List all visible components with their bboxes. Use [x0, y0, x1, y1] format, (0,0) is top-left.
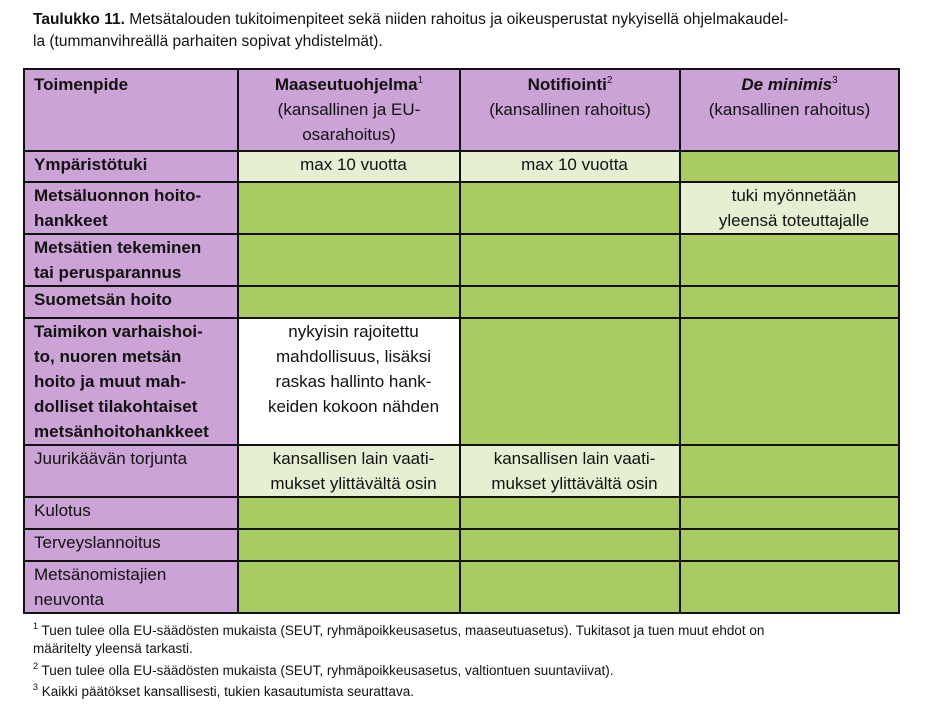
footnote-1-text: Tuen tulee olla EU-säädösten mukaista (SEUT, ryhmäpoikkeusasetus, maaseutuasetus). Tukitasot ja tuen muut ehdot on: [38, 623, 765, 638]
cell-metsaluonnon-notifiointi: [460, 182, 680, 234]
header-de-minimis: [680, 69, 899, 151]
footnote-ref-3: 3: [832, 75, 838, 86]
support-measures-table: [23, 68, 900, 614]
row-label-line: Taimikon varhaishoi-: [34, 322, 203, 341]
header-row: [24, 69, 899, 151]
footnote-3-text: Kaikki päätökset kansallisesti, tukien kasautumista seurattava.: [38, 684, 414, 699]
cell-line: yleensä toteuttajalle: [718, 211, 870, 230]
row-label-taimikon-varhaishoito: [24, 318, 238, 445]
row-label-terveyslannoitus: Terveyslannoitus: [24, 529, 238, 561]
cell-ymparistotuki-maaseutuohjelma: max 10 vuotta: [238, 151, 460, 182]
row-label-ymparistotuki: Ympäristötuki: [24, 151, 238, 182]
row-label-juurikaavan-torjunta: Juurikäävän torjunta: [24, 445, 238, 497]
caption-text: Metsätalouden tukitoimenpiteet sekä niiden rahoitus ja oikeusperustat nykyisellä ohjelmakaudel-: [124, 11, 789, 28]
cell-line: mukset ylittävältä osin: [270, 474, 437, 493]
footnote-2: [33, 662, 913, 680]
cell-metsaluonnon-maaseutuohjelma: [238, 182, 460, 234]
header-notifiointi-title: Notifiointi: [527, 75, 607, 94]
cell-juurikaavan-de-minimis: [680, 445, 899, 497]
footnote-1-text-2: määritelty yleensä tarkasti.: [33, 641, 193, 656]
cell-taimikon-notifiointi: [460, 318, 680, 445]
row-label-kulotus: Kulotus: [24, 497, 238, 529]
row-label-line: hankkeet: [34, 211, 108, 230]
table-row: [24, 151, 899, 182]
cell-juurikaavan-notifiointi: [460, 445, 680, 497]
footnote-3-number: 3: [33, 682, 39, 692]
table-row: [24, 561, 899, 613]
table-row: [24, 182, 899, 234]
cell-suometsan-de-minimis: [680, 286, 899, 318]
cell-line: tuki myönnetään: [731, 186, 857, 205]
row-label-line: metsänhoitohankkeet: [34, 422, 209, 441]
footnote-ref-2: 2: [606, 75, 613, 86]
cell-terveys-notifiointi: [460, 529, 680, 561]
cell-terveys-maaseutuohjelma: [238, 529, 460, 561]
row-label-line: hoito ja muut mah-: [34, 372, 187, 391]
cell-line: raskas hallinto hank-: [275, 372, 432, 391]
cell-metsaluonnon-de-minimis: [680, 182, 899, 234]
cell-kulotus-de-minimis: [680, 497, 899, 529]
caption-text-2: la (tummanvihreällä parhaiten sopivat yhdistelmät).: [33, 33, 383, 50]
cell-line: kansallisen lain vaati-: [272, 449, 435, 468]
cell-line: mukset ylittävältä osin: [491, 474, 658, 493]
cell-terveys-de-minimis: [680, 529, 899, 561]
cell-metsatien-notifiointi: [460, 234, 680, 286]
table-row: [24, 445, 899, 497]
header-toimenpide: Toimenpide: [24, 69, 238, 151]
row-label-line: dolliset tilakohtaiset: [34, 397, 198, 416]
header-maaseutuohjelma-sub2: osarahoitus): [302, 125, 396, 144]
cell-suometsan-maaseutuohjelma: [238, 286, 460, 318]
footnote-3: [33, 683, 913, 701]
row-label-metsatien-tekeminen: [24, 234, 238, 286]
footnote-2-number: 2: [33, 661, 39, 671]
header-maaseutuohjelma: [238, 69, 460, 151]
table-row: [24, 529, 899, 561]
caption-label: Taulukko 11.: [33, 11, 125, 28]
cell-line: kansallisen lain vaati-: [493, 449, 656, 468]
cell-neuvonta-de-minimis: [680, 561, 899, 613]
row-label-line: tai perusparannus: [34, 263, 182, 282]
row-label-line: Metsätien tekeminen: [34, 238, 202, 257]
row-label-metsanomistajien-neuvonta: [24, 561, 238, 613]
row-label-suometsan-hoito: Suometsän hoito: [24, 286, 238, 318]
header-maaseutuohjelma-title: Maaseutuohjelma: [274, 75, 418, 94]
table-row: [24, 234, 899, 286]
cell-line: keiden kokoon nähden: [267, 397, 440, 416]
cell-metsatien-de-minimis: [680, 234, 899, 286]
row-label-line: Metsäluonnon hoito-: [34, 186, 202, 205]
cell-taimikon-maaseutuohjelma: [238, 318, 460, 445]
cell-line: nykyisin rajoitettu: [288, 322, 419, 341]
cell-neuvonta-maaseutuohjelma: [238, 561, 460, 613]
table-row: [24, 318, 899, 445]
table-row: [24, 497, 899, 529]
cell-neuvonta-notifiointi: [460, 561, 680, 613]
footnote-2-text: Tuen tulee olla EU-säädösten mukaista (SEUT, ryhmäpoikkeusasetus, valtiontuen suuntaviivat).: [38, 663, 614, 678]
cell-juurikaavan-maaseutuohjelma: [238, 445, 460, 497]
table-caption: [33, 9, 913, 53]
cell-ymparistotuki-notifiointi: max 10 vuotta: [460, 151, 680, 182]
table-row: [24, 286, 899, 318]
cell-suometsan-notifiointi: [460, 286, 680, 318]
footnote-ref-1: 1: [417, 75, 424, 86]
cell-line: mahdollisuus, lisäksi: [276, 347, 431, 366]
header-notifiointi: [460, 69, 680, 151]
header-de-minimis-title: De minimis: [741, 75, 833, 94]
header-maaseutuohjelma-sub1: (kansallinen ja EU-: [277, 100, 421, 119]
header-notifiointi-sub: (kansallinen rahoitus): [489, 100, 651, 119]
footnote-1-number: 1: [33, 621, 39, 631]
cell-ymparistotuki-de-minimis: [680, 151, 899, 182]
header-de-minimis-sub: (kansallinen rahoitus): [708, 100, 871, 119]
footnote-1: [33, 622, 913, 658]
row-label-line: to, nuoren metsän: [34, 347, 182, 366]
row-label-metsaluonnon-hoitohankkeet: [24, 182, 238, 234]
cell-kulotus-maaseutuohjelma: [238, 497, 460, 529]
cell-taimikon-de-minimis: [680, 318, 899, 445]
cell-metsatien-maaseutuohjelma: [238, 234, 460, 286]
row-label-line: Metsänomistajien: [34, 565, 167, 584]
cell-kulotus-notifiointi: [460, 497, 680, 529]
row-label-line: neuvonta: [34, 590, 104, 609]
